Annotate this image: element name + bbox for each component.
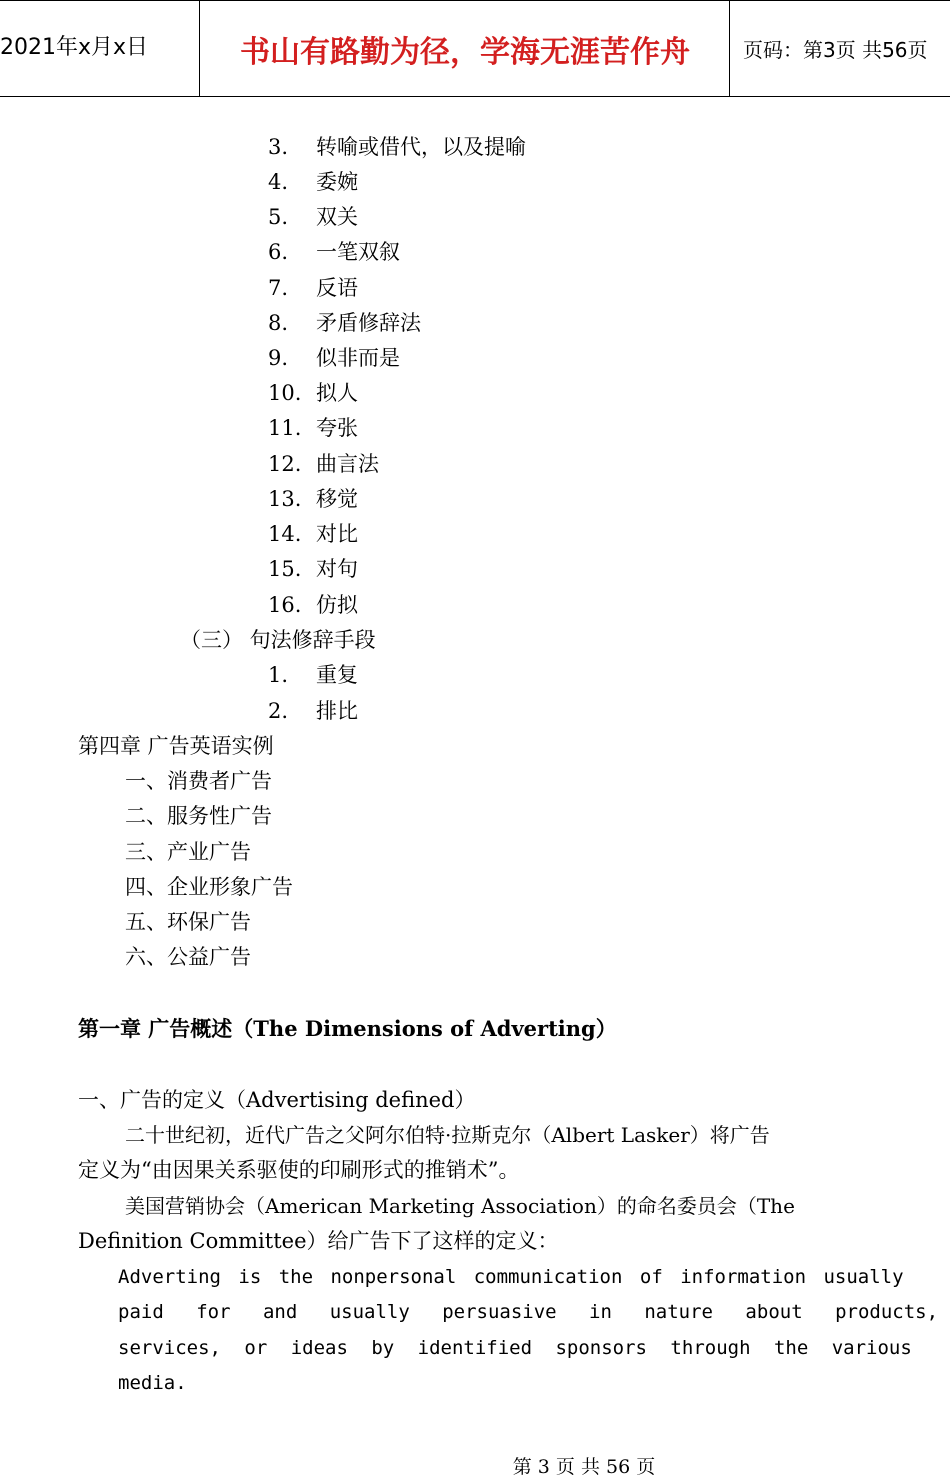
page-footer: 第 3 页 共 56 页: [512, 1456, 656, 1478]
list-item: 2.: [268, 699, 289, 723]
chapter-heading: 第四章 广告英语实例: [78, 734, 274, 758]
list-item: 9.: [268, 346, 289, 370]
list-item-text: 重复: [316, 663, 358, 687]
list-item: 7.: [268, 276, 289, 300]
list-item: 五、环保广告: [125, 910, 251, 934]
list-item: 4.: [268, 170, 289, 194]
paragraph-line: 二十世纪初，近代广告之父阿尔伯特·拉斯克尔（Albert Lasker）将广告: [125, 1123, 770, 1147]
quote-line: media.: [118, 1372, 187, 1394]
list-item-text: 反语: [316, 276, 358, 300]
quote-line: services, or ideas by identified sponsors through the various: [118, 1337, 912, 1359]
paragraph-line: Definition Committee）给广告下了这样的定义：: [78, 1229, 559, 1253]
list-item-text: 对比: [316, 522, 358, 546]
header-date: 2021年x月x日: [0, 0, 200, 97]
list-item-text: 一笔双叙: [316, 240, 400, 264]
list-item: 16.: [268, 593, 302, 617]
list-item: 10.: [268, 381, 302, 405]
quote-line: paid for and usually persuasive in nature about products,: [118, 1301, 939, 1323]
list-item: 14.: [268, 522, 302, 546]
header-page-info: 页码：第3页 共56页: [743, 38, 928, 62]
paragraph-line: 定义为“由因果关系驱使的印刷形式的推销术”。: [78, 1158, 520, 1182]
list-item-text: 转喻或借代，以及提喻: [316, 135, 526, 159]
list-item: 1.: [268, 663, 289, 687]
section-heading: 一、广告的定义（Advertising defined）: [78, 1088, 476, 1112]
list-item: 12.: [268, 452, 302, 476]
header-motto: 书山有路勤为径，学海无涯苦作舟: [201, 1, 730, 96]
list-item-text: 似非而是: [316, 346, 400, 370]
list-item-text: 曲言法: [316, 452, 379, 476]
list-item: 四、企业形象广告: [125, 875, 293, 899]
list-item: 二、服务性广告: [125, 804, 272, 828]
list-item: 15.: [268, 557, 302, 581]
list-item: 6.: [268, 240, 289, 264]
list-item-text: 排比: [316, 699, 358, 723]
list-item-text: 仿拟: [316, 593, 358, 617]
list-item-text: 夸张: [316, 416, 358, 440]
list-item: 5.: [268, 205, 289, 229]
list-item: 一、消费者广告: [125, 769, 272, 793]
list-item-text: 委婉: [316, 170, 358, 194]
paragraph-line: 美国营销协会（American Marketing Association）的命名委员会（The: [125, 1194, 795, 1218]
list-item-text: 对句: [316, 557, 358, 581]
list-item-text: 双关: [316, 205, 358, 229]
list-item: 8.: [268, 311, 289, 335]
list-item: 三、产业广告: [125, 840, 251, 864]
page-header: [0, 0, 950, 97]
list-item: 13.: [268, 487, 302, 511]
chapter-title: 第一章 广告概述（The Dimensions of Adverting）: [78, 1016, 617, 1041]
list-item: 六、公益广告: [125, 945, 251, 969]
list-item-text: 矛盾修辞法: [316, 311, 421, 335]
list-item: 3.: [268, 135, 289, 159]
quote-line: Adverting is the nonpersonal communication of information usually: [118, 1266, 904, 1288]
section-heading: （三） 句法修辞手段: [180, 628, 376, 652]
list-item: 11.: [268, 416, 302, 440]
list-item-text: 移觉: [316, 487, 358, 511]
list-item-text: 拟人: [316, 381, 358, 405]
